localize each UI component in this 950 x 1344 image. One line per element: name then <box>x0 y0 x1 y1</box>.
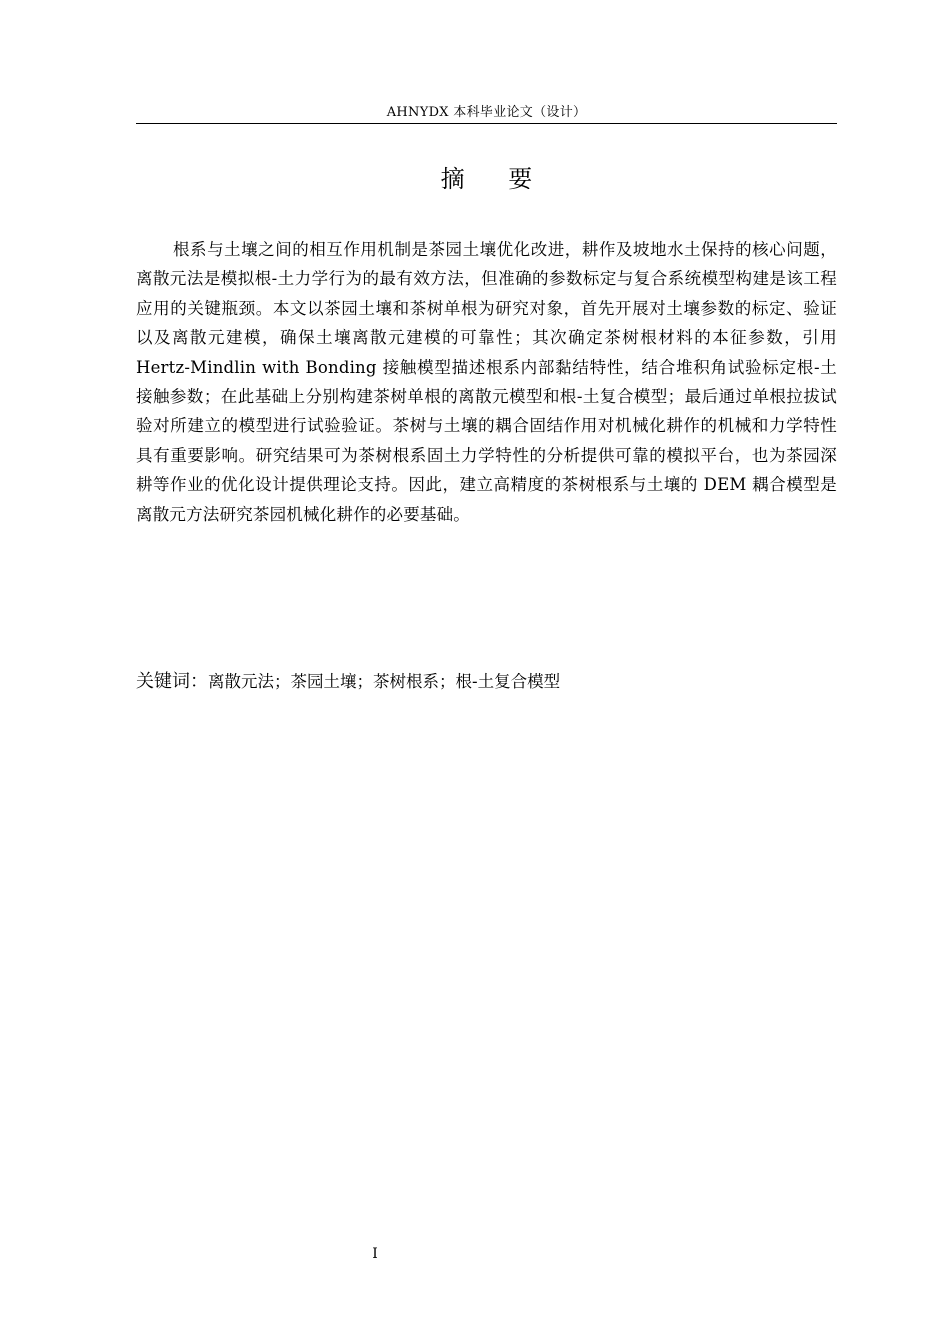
header-divider <box>136 123 837 124</box>
abstract-paragraph: 根系与土壤之间的相互作用机制是茶园土壤优化改进，耕作及坡地水土保持的核心问题，离散元法是模拟根-土力学行为的最有效方法，但准确的参数标定与复合系统模型构建是该工程应用的关键瓶颈。本文以茶园土壤和茶树单根为研究对象，首先开展对土壤参数的标定、验证以及离散元建模，确保土壤离散元建模的可靠性；其次确定茶树根材料的本征参数，引用 Hertz-Mindlin with Bonding 接触模型描述根系内部黏结特性，结合堆积角试验标定根-土接触参数；在此基础上分别构建茶树单根的离散元模型和根-土复合模型；最后通过单根拉拔试验对所建立的模型进行试验验证。茶树与土壤的耦合固结作用对机械化耕作的机械和力学特性具有重要影响。研究结果可为茶树根系固土力学特性的分析提供可靠的模拟平台，也为茶园深耕等作业的优化设计提供理论支持。因此，建立高精度的茶树根系与土壤的 DEM 耦合模型是离散元方法研究茶园机械化耕作的必要基础。 <box>136 240 837 524</box>
keywords-value: 离散元法；茶园土壤；茶树根系；根-土复合模型 <box>208 672 561 691</box>
keywords-label: 关键词： <box>136 671 208 692</box>
keywords-line <box>136 668 837 696</box>
abstract-title: 摘 要 <box>440 165 551 193</box>
page-number: I <box>372 1246 378 1262</box>
running-header: AHNYDX 本科毕业论文（设计） <box>386 105 587 120</box>
